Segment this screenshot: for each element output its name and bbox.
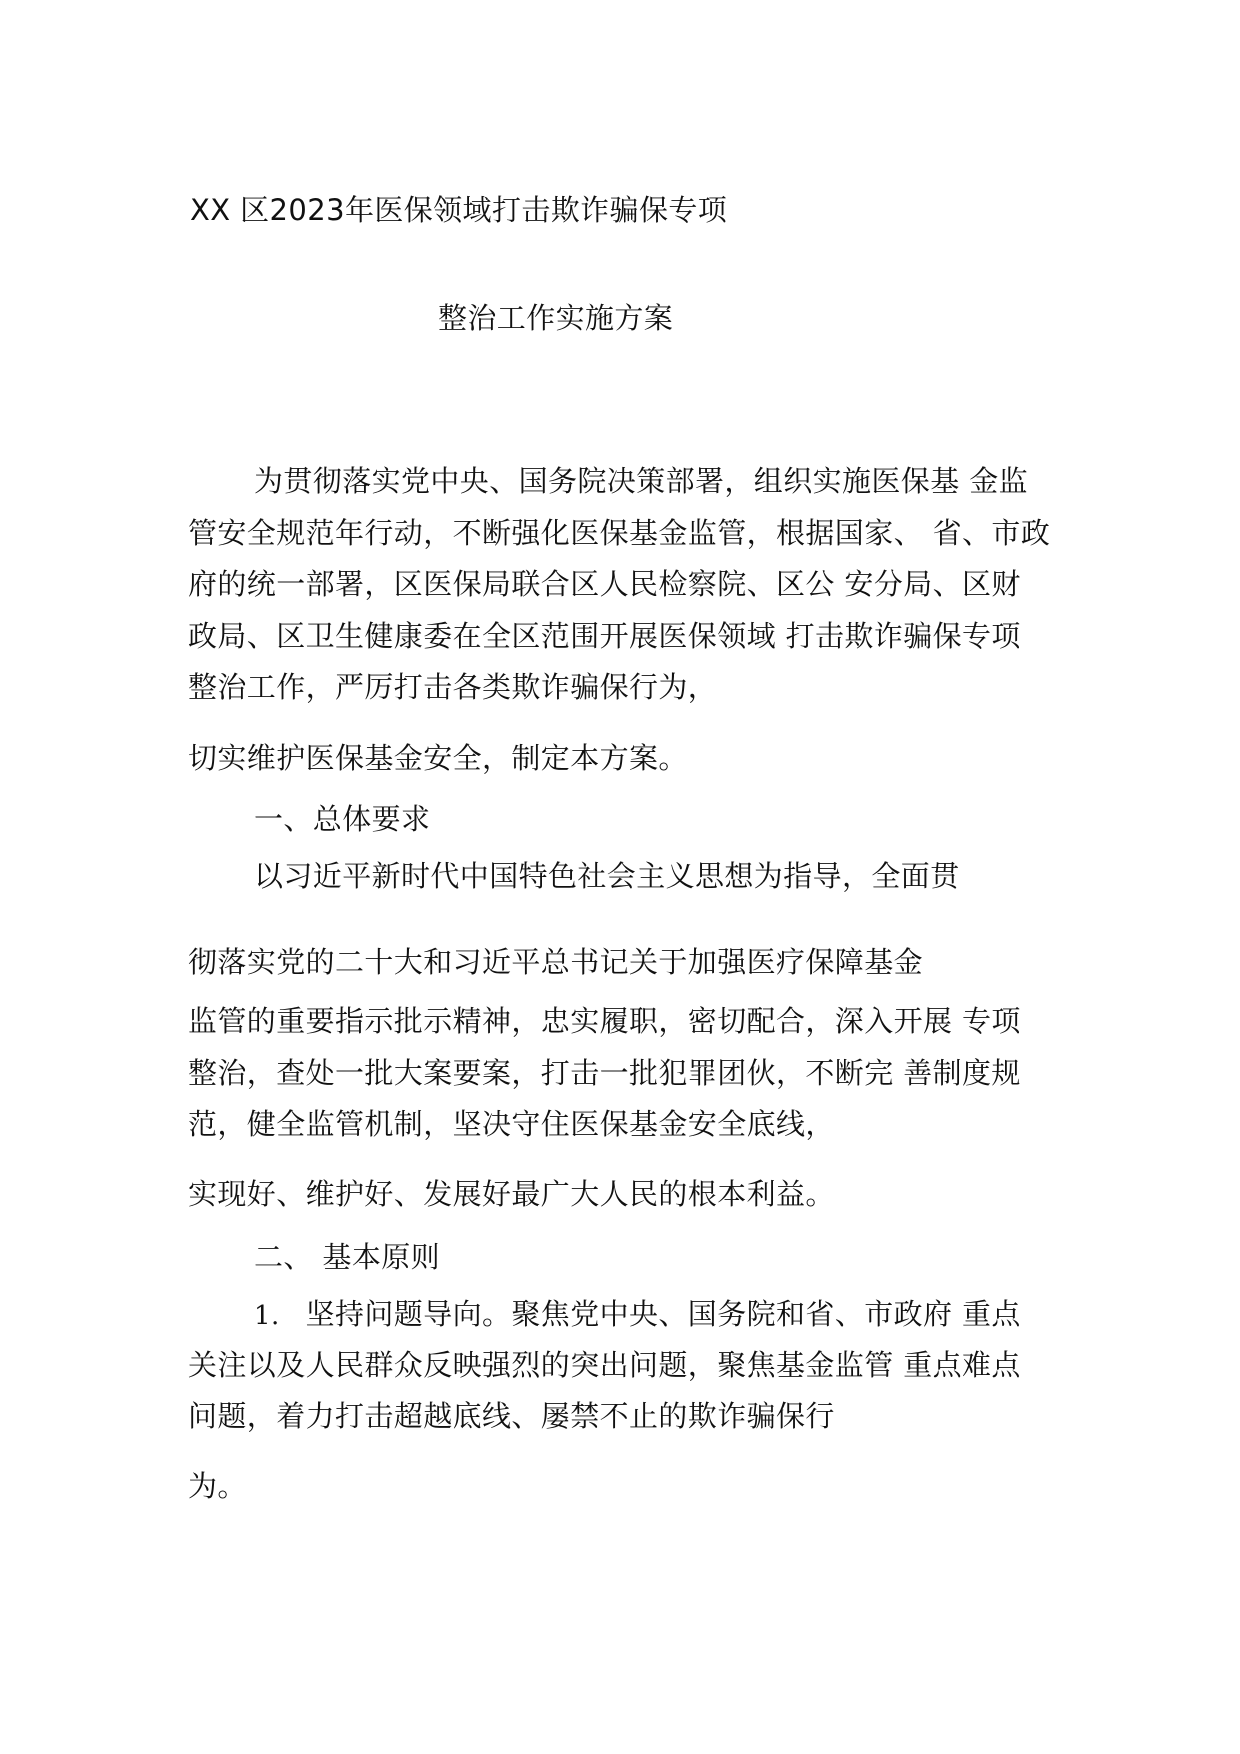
- section-body-line: 实现好、维护好、发展好最广大人民的根本利益。: [188, 1177, 835, 1211]
- principle-line: 为。: [188, 1469, 247, 1503]
- section-body-line: 以习近平新时代中国特色社会主义思想为指导，全面贯: [254, 859, 960, 893]
- document-title-line-1: XX 区2023年医保领域打击欺诈骗保专项: [190, 193, 728, 227]
- principle-line: 问题，着力打击超越底线、屡禁不止的欺诈骗保行: [188, 1399, 835, 1433]
- principle-text: 坚持问题导向。聚焦党中央、国务院和省、市政府 重点: [305, 1297, 1021, 1331]
- section-heading: 一、总体要求: [254, 802, 431, 836]
- principle-line: [254, 1296, 1021, 1334]
- section-body-line: 整治，查处一批大案要案，打击一批犯罪团伙，不断完 善制度规: [188, 1056, 1021, 1090]
- section-body-line: 彻落实党的二十大和习近平总书记关于加强医疗保障基金: [188, 945, 924, 979]
- document-title-line-2: 整治工作实施方案: [438, 301, 674, 335]
- section-heading: 二、 基本原则: [254, 1240, 441, 1274]
- section-body-line: 监管的重要指示批示精神，忠实履职，密切配合，深入开展 专项: [188, 1004, 1021, 1038]
- principle-number: 1.: [254, 1301, 280, 1331]
- principle-line: 关注以及人民群众反映强烈的突出问题，聚焦基金监管 重点难点: [188, 1348, 1021, 1382]
- intro-line: 为贯彻落实党中央、国务院决策部署，组织实施医保基 金监: [254, 464, 1029, 498]
- intro-line: 管安全规范年行动，不断强化医保基金监管，根据国家、 省、市政: [188, 516, 1051, 550]
- intro-line: 政局、区卫生健康委在全区范围开展医保领域 打击欺诈骗保专项: [188, 619, 1021, 653]
- intro-line: 切实维护医保基金安全，制定本方案。: [188, 741, 688, 775]
- intro-line: 府的统一部署，区医保局联合区人民检察院、区公 安分局、区财: [188, 567, 1021, 601]
- intro-line: 整治工作，严厉打击各类欺诈骗保行为，: [188, 670, 718, 704]
- section-body-line: 范，健全监管机制，坚决守住医保基金安全底线，: [188, 1107, 835, 1141]
